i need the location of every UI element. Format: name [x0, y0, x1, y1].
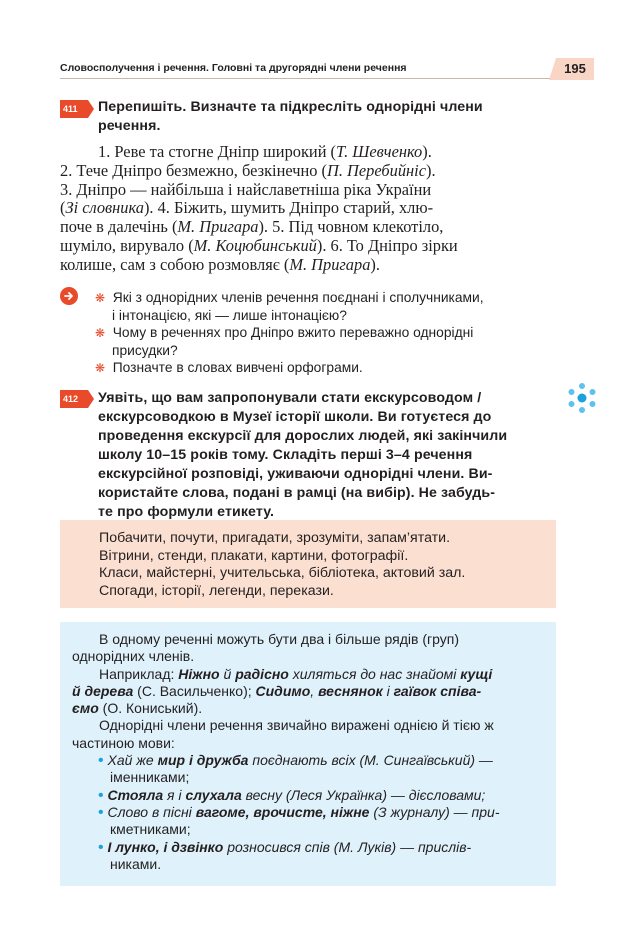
text-line: поче в далечінь (М. Пригара). 5. Під човном клекотіло, [60, 217, 444, 237]
asterisk-icon: ❋ [95, 361, 106, 375]
question-text: Чому в реченнях про Дніпро вжито переважно однорідні [112, 325, 474, 340]
text-line: шуміло, вирувало (М. Коцюбинський). 6. То Дніпро зірки [60, 235, 458, 255]
task-title-line: Перепишіть. Визначте та підкресліть однорідні члени [98, 99, 483, 115]
word-box-line: Побачити, почути, пригадати, зрозуміти, запам’ятати. [99, 530, 451, 546]
task-412-title [98, 389, 507, 522]
bullet-item-cont: никами. [110, 855, 162, 872]
running-title: Словосполучення і речення. Головні та другорядні члени речення [60, 62, 407, 74]
task-number-badge: 411 [60, 100, 88, 118]
asterisk-icon: ❋ [95, 291, 106, 305]
rule-line: Однорідні члени речення звичайно виражені однією й тією ж [99, 717, 494, 734]
task-number-badge: 412 [60, 390, 88, 408]
text-line: (Зі словника). 4. Біжить, шумить Дніпро старий, хлю- [60, 198, 434, 218]
rule-line: В одному реченні можуть бути два і більше рядів (груп) [99, 631, 460, 647]
bullet-icon: • [98, 752, 104, 770]
task-411-text [60, 143, 558, 275]
asterisk-icon: ❋ [95, 326, 106, 340]
task-title-line: екскурсоводкою в Музеї історії школи. Ви готуєтеся до [98, 409, 492, 425]
question-text: і інтонацією, які — лише інтонацією? [112, 308, 347, 323]
page-number: 195 [556, 58, 594, 80]
question-text: присудки? [112, 343, 178, 358]
question-item [95, 359, 484, 377]
task-title-line: речення. [98, 118, 161, 134]
bullet-icon: • [98, 803, 104, 821]
question-list [95, 289, 484, 377]
arrow-right-icon [60, 287, 78, 305]
bullet-item-cont: кметниками; [110, 821, 191, 838]
bullet-item-cont: іменниками; [110, 769, 190, 786]
text-line: 3. Дніпро — найбільша і найславетніша ріка України [60, 179, 432, 199]
bullet-icon: • [98, 838, 104, 856]
rule-line: частиною мови: [72, 734, 175, 751]
question-text: Які з однорідних членів речення поєднані і сполучниками, [112, 290, 484, 305]
question-text: Позначте в словах вивчені орфограми. [112, 360, 363, 375]
task-title-line: проведення екскурсії для дорослих людей, які закінчили [98, 428, 508, 444]
bullet-item: • Слово в пісні вагоме, врочисте, ніжне (З журналу) — при- [98, 803, 500, 821]
text-line: 2. Тече Дніпро безмежно, безкінечно (П. Перебийніс). [60, 160, 436, 180]
task-title-line: користайте слова, подані в рамці (на вибір). Не забудь- [98, 485, 496, 501]
task-title-line: Уявіть, що вам запропонували стати екскурсоводом / [98, 390, 482, 406]
rule-line: однорідних членів. [72, 648, 195, 665]
task-title-line: екскурсійної розповіді, уживаючи однорідні члени. Ви- [98, 466, 493, 482]
example-line: ємо (О. Кониський). [72, 700, 203, 717]
question-item [95, 289, 484, 324]
text-line: 1. Реве та стогне Дніпр широкий (Т. Шевченко). [98, 142, 432, 161]
snowflake-icon [566, 382, 598, 419]
example-line: й дерева (С. Васильченко); Сидимо, веснянок і гаївок співа- [72, 682, 482, 699]
word-box-line: Спогади, історії, легенди, перекази. [99, 582, 334, 599]
rule-box [60, 622, 556, 886]
example-line: Наприклад: Ніжно й радісно хиляться до нас знайомі кущі [99, 665, 493, 682]
bullet-item: • І лунко, і дзвінко розносився спів (М. Луків) — прислів- [98, 838, 472, 856]
text-line: колише, сам з собою розмовляє (М. Пригара). [60, 254, 380, 274]
word-box-line: Класи, майстерні, учительська, бібліотека, актовий зал. [99, 565, 466, 581]
bullet-item: • Стояла я і слухала весну (Леся Українка) — дієсловами; [98, 786, 486, 804]
bullet-item: • Хай же мир і дружба поєднають всіх (М. Сингаївський) — [98, 752, 493, 770]
task-411-title [98, 98, 483, 136]
task-title-line: школу 10–15 років тому. Складіть перші 3–4 речення [98, 447, 473, 463]
bullet-icon: • [98, 786, 104, 804]
word-box [60, 520, 556, 608]
page-number-tab [549, 58, 556, 80]
question-item [95, 324, 484, 359]
task-title-line: те про формули етикету. [98, 504, 275, 520]
header-divider [60, 78, 560, 79]
word-box-line: Вітрини, стенди, плакати, картини, фотографії. [99, 547, 409, 564]
